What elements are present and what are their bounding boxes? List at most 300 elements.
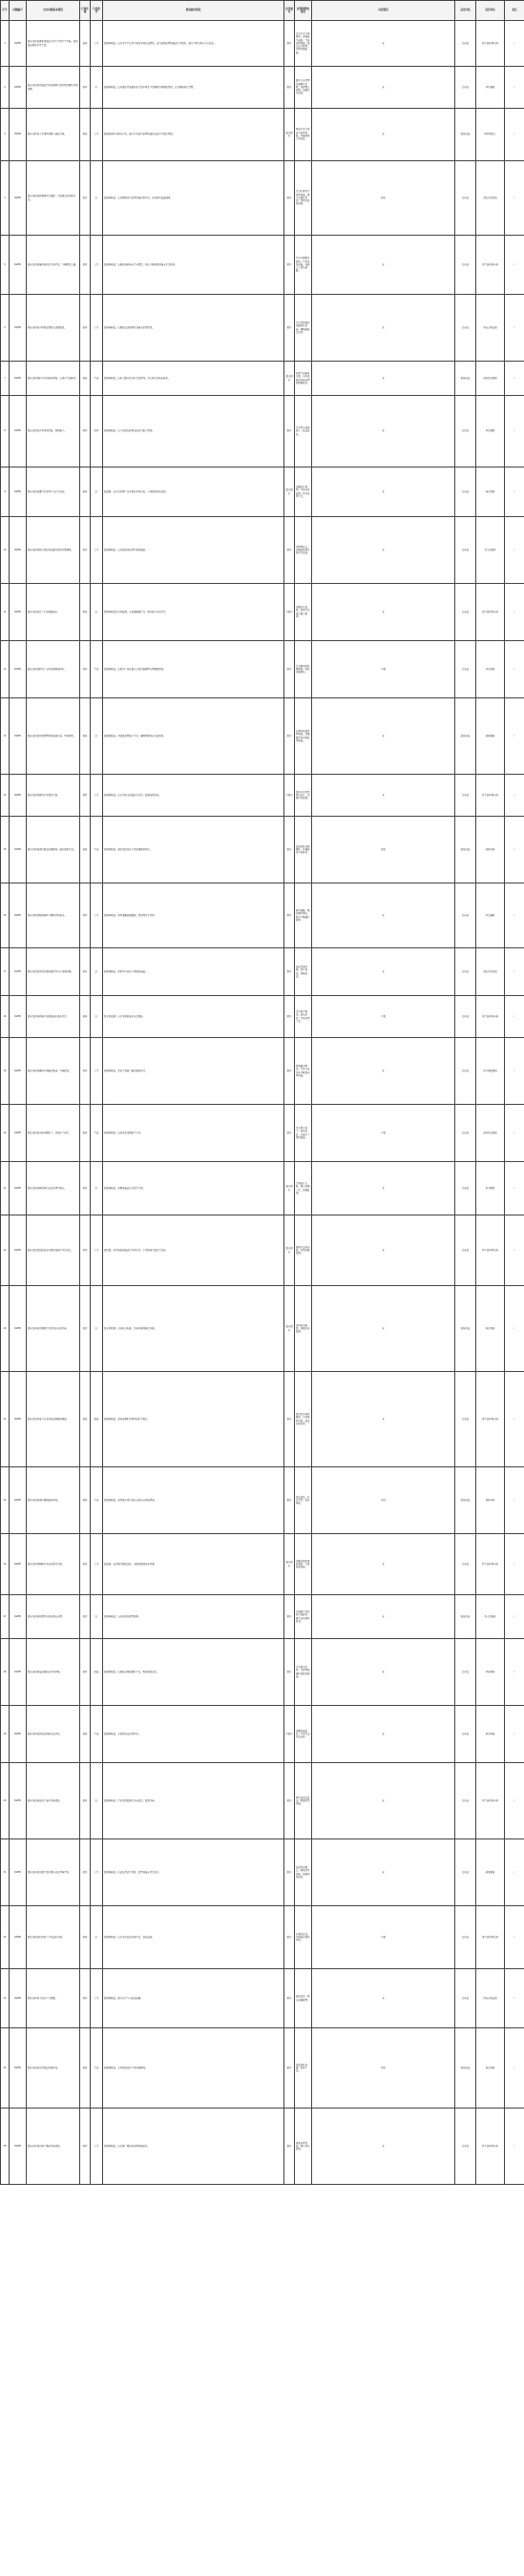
cell-note: / (505, 1372, 524, 1467)
cell-account: 无 (312, 21, 455, 67)
cell-region: 某区 (80, 295, 91, 362)
cell-basic: 群众反映某河道沿岸存在倾倒生活垃圾及建筑垃圾现象。 (27, 67, 80, 109)
cell-basic: 群众反映某砂石厂占用河道堆放砂石。 (27, 641, 80, 698)
cell-region: 某县 (80, 996, 91, 1038)
cell-basic: 群众反映某镇某村附近企业生产时产生异味，影响周边居民正常生活。 (27, 21, 80, 67)
cell-account: 立案 (312, 1906, 455, 1969)
table-row (1, 1286, 524, 1372)
cell-code: D2HB (10, 1969, 27, 2028)
cell-true: 属实 (284, 1839, 295, 1906)
cell-account: 无 (312, 1969, 455, 2028)
cell-status: 经监测，该污水处理厂出水指标基本达标，个别时段存在波动。 (103, 467, 284, 517)
cell-basic: 群众反映某化工企业偷排废水。 (27, 584, 80, 641)
cell-done: 已办结 (455, 295, 476, 362)
cell-true: 属实 (284, 698, 295, 775)
cell-true: 部分属实 (284, 1162, 295, 1215)
cell-done: 已办结 (455, 948, 476, 996)
cell-true: 属实 (284, 1372, 295, 1467)
cell-true: 属实 (284, 295, 295, 362)
cell-true: 属实 (284, 1763, 295, 1839)
cell-type: 大气 (91, 21, 103, 67)
cell-rect: 制定生态修复方案，分阶段推进边坡治理和植被恢复。 (295, 362, 312, 396)
cell-status: 经现场核查，危险废物贮存场所标识不规范。 (103, 1372, 284, 1467)
cell-status: 经现场核查，该水体存在黑臭现象。 (103, 1595, 284, 1639)
cell-region: 某区 (80, 1215, 91, 1286)
cell-unit: 区生态环境分局 (476, 2109, 505, 2185)
cell-type: 水 (91, 161, 103, 236)
cell-region: 某县 (80, 109, 91, 161)
cell-seq: 29 (1, 1706, 10, 1763)
cell-basic: 群众反映某工业园区夜间有刺鼻气味。 (27, 109, 80, 161)
cell-region: 某区 (80, 775, 91, 817)
cell-seq: 1 (1, 21, 10, 67)
cell-account: 无 (312, 948, 455, 996)
cell-true: 部分属实 (284, 1534, 295, 1595)
cell-type: 生态 (91, 2028, 103, 2109)
cell-status: 经现场核查，转运站清运不及时，除臭设施未正常运行。 (103, 1839, 284, 1906)
cell-basic: 群众反映某建材市场露天喷漆，异味扰民。 (27, 1038, 80, 1105)
cell-basic: 群众反映某石材加工企业废水外排。 (27, 1906, 80, 1969)
table-row (1, 1763, 524, 1839)
cell-rect: 依法查处，补办手续，恢复植被。 (295, 1467, 312, 1534)
cell-note: / (505, 1467, 524, 1534)
cell-type: 生态 (91, 362, 103, 396)
cell-type: 生态 (91, 1467, 103, 1534)
cell-note: / (505, 641, 524, 698)
cell-unit: 乡人民政府 (476, 517, 505, 584)
cell-rect: 责令规范经营，完善场地硬化和防渗措施。 (295, 1639, 312, 1706)
cell-region: 某区 (80, 1038, 91, 1105)
cell-true: 属实 (284, 1906, 295, 1969)
cell-code: D2HB (10, 1595, 27, 1639)
cell-type: 大气 (91, 1839, 103, 1906)
cell-region: 某县 (80, 1706, 91, 1763)
cell-basic: 群众反映某矿山开采破坏植被，未进行生态修复。 (27, 362, 80, 396)
table-row (1, 698, 524, 775)
col-header-code: 问题编号 (10, 1, 27, 21)
col-header-account: 问责情况 (312, 1, 455, 21)
table-row (1, 1595, 524, 1639)
cell-seq: 20 (1, 1105, 10, 1162)
cell-code: D2HB (10, 1839, 27, 1906)
cell-status: 经现场核查，消毒设施运行记录不完善。 (103, 1162, 284, 1215)
table-row (1, 641, 524, 698)
cell-status: 经现场核查，该企业除尘设施运行正常，监测结果达标。 (103, 775, 284, 817)
cell-done: 已办结 (455, 641, 476, 698)
cell-type: 水 (91, 467, 103, 517)
cell-basic: 群众反映某垃圾填埋场渗滤液外溢，臭味明显。 (27, 698, 80, 775)
cell-note: / (505, 883, 524, 948)
cell-account: 无 (312, 1286, 455, 1372)
cell-done: 已办结 (455, 517, 476, 584)
cell-type: 固废 (91, 1639, 103, 1706)
cell-account: 无 (312, 396, 455, 467)
cell-account: 无 (312, 236, 455, 295)
cell-status: 经现场核查，该矿山部分区域已完成复绿，仍有部分边坡未修复。 (103, 362, 284, 396)
cell-rect: 清理焚烧点，加强宣传教育和日常巡查。 (295, 517, 312, 584)
cell-account: 无 (312, 1595, 455, 1639)
cell-true: 部分属实 (284, 362, 295, 396)
cell-type: 大气 (91, 1534, 103, 1595)
table-row (1, 817, 524, 883)
cell-seq: 5 (1, 236, 10, 295)
cell-note: / (505, 236, 524, 295)
table-row (1, 584, 524, 641)
col-header-seq: 序号 (1, 1, 10, 21)
cell-region: 某县 (80, 362, 91, 396)
cell-code: D2HB (10, 295, 27, 362)
cell-region: 某县 (80, 2028, 91, 2109)
cell-seq: 32 (1, 1906, 10, 1969)
cell-true: 不属实 (284, 584, 295, 641)
cell-note: / (505, 1215, 524, 1286)
cell-note: / (505, 1038, 524, 1105)
cell-type: 噪声 (91, 396, 103, 467)
cell-seq: 13 (1, 698, 10, 775)
cell-seq: 17 (1, 948, 10, 996)
cell-note: / (505, 295, 524, 362)
cell-rect: 完善运行台账，规范消毒工艺，加强监测。 (295, 1162, 312, 1215)
cell-account: 无 (312, 1215, 455, 1286)
cell-rect: 调节池加盖密闭，配套除臭设施。 (295, 1763, 312, 1839)
cell-region: 某县 (80, 21, 91, 67)
cell-status: 经现场核查，该处存在违规取土行为。 (103, 1105, 284, 1162)
cell-status: 经现场核查，该回收站场地硬化不足，物品堆放杂乱。 (103, 1639, 284, 1706)
cell-account: 无 (312, 2109, 455, 2185)
cell-seq: 18 (1, 996, 10, 1038)
cell-done: 已办结 (455, 1162, 476, 1215)
cell-rect: 加强运行管理，完善在线监测，提升处理工艺。 (295, 467, 312, 517)
cell-type: 水 (91, 996, 103, 1038)
cell-seq: 27 (1, 1595, 10, 1639)
cell-done: 已办结 (455, 1534, 476, 1595)
cell-basic: 群众反映某陶瓷企业窑炉烟气污染。 (27, 1534, 80, 1595)
cell-done: 已办结 (455, 1906, 476, 1969)
cell-region: 某乡 (80, 1595, 91, 1639)
cell-done: 已办结 (455, 1215, 476, 1286)
cell-rect: 责令清洗维护油烟净化设施，调整排放口位置。 (295, 295, 312, 362)
cell-account: 无 (312, 67, 455, 109)
cell-code: D2HB (10, 109, 27, 161)
table-row (1, 67, 524, 109)
cell-code: D2HB (10, 236, 27, 295)
cell-seq: 3 (1, 109, 10, 161)
cell-note: / (505, 1162, 524, 1215)
cell-basic: 群众反映某养殖场粪污直排，污染周边农田和水沟。 (27, 161, 80, 236)
cell-note: / (505, 584, 524, 641)
cell-account: 无 (312, 1706, 455, 1763)
cell-unit: 县自然资源局 (476, 1105, 505, 1162)
cell-unit: 区水务局 (476, 641, 505, 698)
cell-account: 无 (312, 775, 455, 817)
cell-rect: 依法处罚，规范运输管理。 (295, 1969, 312, 2028)
cell-rect: 责令扩建粪污处理设施，规范资源化利用，清理受影响沟渠。 (295, 161, 312, 236)
cell-code: D2HB (10, 2028, 27, 2109)
cell-seq: 31 (1, 1839, 10, 1906)
cell-region: 某区 (80, 1534, 91, 1595)
cell-true: 属实 (284, 948, 295, 996)
cell-account: 无 (312, 295, 455, 362)
cell-note: / (505, 1706, 524, 1763)
cell-code: D2HB (10, 1534, 27, 1595)
col-header-done: 是否办结 (455, 1, 476, 21)
table-row (1, 1215, 524, 1286)
cell-done: 已办结 (455, 883, 476, 948)
cell-seq: 30 (1, 1763, 10, 1839)
cell-account: 立案 (312, 1105, 455, 1162)
cell-true: 属实 (284, 883, 295, 948)
cell-note: / (505, 1969, 524, 2028)
cell-unit: 区交通局 (476, 883, 505, 948)
cell-code: D2HB (10, 517, 27, 584)
col-header-note: 备注 (505, 1, 524, 21)
cell-unit: 县生态环境分局 (476, 996, 505, 1038)
cell-unit: 区综合执法局 (476, 295, 505, 362)
cell-rect: 责令企业立即整改，加强废气收集，完善处理设施，规范运行管理，定期开展监测。 (295, 21, 312, 67)
table-row (1, 1162, 524, 1215)
cell-seq: 24 (1, 1372, 10, 1467)
cell-note: / (505, 109, 524, 161)
cell-code: D2HB (10, 396, 27, 467)
cell-rect: 组织人员清理河道两岸垃圾，设置警示标牌，加强日常巡查。 (295, 67, 312, 109)
cell-done: 已办结 (455, 775, 476, 817)
cell-code: D2HB (10, 467, 27, 517)
table-row (1, 1906, 524, 1969)
cell-basic: 群众反映某企业噪声扰民，夜间施工。 (27, 396, 80, 467)
cell-note: / (505, 517, 524, 584)
cell-done: 阶段办结 (455, 2028, 476, 2109)
cell-done: 已办结 (455, 1038, 476, 1105)
cell-unit: 区住建局 (476, 396, 505, 467)
cell-basic: 群众反映某乡镇生活垃圾转运站臭味严重。 (27, 1839, 80, 1906)
cell-rect: 规范贮存场所建设，完善管理台账，依法转移处置。 (295, 1372, 312, 1467)
cell-region: 某区 (80, 1763, 91, 1839)
cell-region: 某区 (80, 883, 91, 948)
cell-type: 水 (91, 948, 103, 996)
cell-true: 属实 (284, 641, 295, 698)
cell-unit: 区生态环境分局 (476, 1763, 505, 1839)
cell-unit: 县生态环境分局 (476, 584, 505, 641)
cell-done: 已办结 (455, 996, 476, 1038)
cell-basic: 群众反映某汽修厂喷漆异味扰民。 (27, 2109, 80, 2185)
table-row (1, 1706, 524, 1763)
cell-status: 经监测，窑炉烟气排放达标，无组织排放存在问题。 (103, 1534, 284, 1595)
cell-status: 经现场核查，污水处理站调节池未加盖，散发异味。 (103, 1763, 284, 1839)
cell-done: 已办结 (455, 1706, 476, 1763)
table-row (1, 1969, 524, 2028)
cell-true: 属实 (284, 2109, 295, 2185)
cell-type: 大气 (91, 109, 103, 161)
cell-code: D2HB (10, 362, 27, 396)
cell-status: 经现场核查，景区部分项目存在未批先占林地情况。 (103, 1467, 284, 1534)
cell-type: 大气 (91, 236, 103, 295)
cell-note: / (505, 1286, 524, 1372)
cell-note: / (505, 698, 524, 775)
cell-code: D2HB (10, 1906, 27, 1969)
cell-region: 某县 (80, 467, 91, 517)
cell-region: 某乡 (80, 1839, 91, 1906)
cell-account: 无 (312, 1038, 455, 1105)
table-row (1, 1534, 524, 1595)
cell-unit: 区生态环境分局 (476, 775, 505, 817)
cell-done: 阶段办结 (455, 1286, 476, 1372)
cell-status: 经现场核查，部分渣土车未密闭运输。 (103, 1969, 284, 2028)
cell-code: D2HB (10, 1215, 27, 1286)
cell-unit: 县林业局 (476, 1467, 505, 1534)
cell-basic: 群众反映某山体违规取土，造成水土流失。 (27, 1105, 80, 1162)
cell-done: 阶段办结 (455, 698, 476, 775)
cell-unit: 区卫健委 (476, 1162, 505, 1215)
cell-account: 无 (312, 1763, 455, 1839)
cell-seq: 7 (1, 362, 10, 396)
cell-done: 已办结 (455, 467, 476, 517)
cell-done: 已办结 (455, 1839, 476, 1906)
cell-account: 无 (312, 109, 455, 161)
cell-true: 属实 (284, 517, 295, 584)
cell-seq: 8 (1, 396, 10, 467)
cell-note: / (505, 1639, 524, 1706)
cell-rect: 扩建沉淀池，实现废水循环利用。 (295, 1906, 312, 1969)
cell-account: 无 (312, 467, 455, 517)
cell-true: 部分属实 (284, 467, 295, 517)
cell-rect: 修复道路，增加洒水频次，规范车辆通行时间。 (295, 883, 312, 948)
cell-note: / (505, 1763, 524, 1839)
cell-type: 大气 (91, 1038, 103, 1105)
cell-unit: 区生态环境分局 (476, 236, 505, 295)
cell-region: 某县 (80, 698, 91, 775)
cell-rect: 依法拆除违规建筑，开展湿地生态修复。 (295, 817, 312, 883)
table-row (1, 2028, 524, 2109)
table-row (1, 2109, 524, 2185)
cell-account: 无 (312, 362, 455, 396)
cell-status: 经现场核查，该企业沉淀池容量不足，存在溢流。 (103, 1906, 284, 1969)
cell-true: 属实 (284, 396, 295, 467)
cell-type: 大气 (91, 883, 103, 948)
cell-note: / (505, 775, 524, 817)
cell-account: 约谈 (312, 817, 455, 883)
cell-basic: 群众反映某搅拌站粉尘污染严重，车辆带泥上路。 (27, 236, 80, 295)
cell-true: 属实 (284, 1639, 295, 1706)
cell-seq: 15 (1, 817, 10, 883)
cell-done: 阶段办结 (455, 817, 476, 883)
cell-region: 某县 (80, 584, 91, 641)
cell-basic: 群众反映某食品厂废水异味扰民。 (27, 1763, 80, 1839)
cell-seq: 10 (1, 517, 10, 584)
cell-status: 经现场核查，未发现非法采砂作业。 (103, 1706, 284, 1763)
cell-code: D2HB (10, 1105, 27, 1162)
cell-true: 部分属实 (284, 1215, 295, 1286)
cell-note: / (505, 2028, 524, 2109)
cell-status: 经排查园区内相关企业，部分企业废气治理设施存在运行不规范情况。 (103, 109, 284, 161)
cell-unit: 区综合执法局 (476, 1969, 505, 2028)
cell-region: 某区 (80, 396, 91, 467)
cell-done: 已办结 (455, 2109, 476, 2185)
cell-account: 无 (312, 1372, 455, 1467)
cell-status: 经现场核查，渗滤液处理能力不足，暴雨期间存在外溢风险。 (103, 698, 284, 775)
cell-seq: 21 (1, 1162, 10, 1215)
cell-status: 经现场核查，该工地存在夜间未经许可施工情况。 (103, 396, 284, 467)
cell-rect: 提高清运频次，修复除臭设施，加强冲洗消杀。 (295, 1839, 312, 1906)
cell-region: 某县 (80, 817, 91, 883)
cell-true: 属实 (284, 1595, 295, 1639)
cell-unit: 县生态环境分局 (476, 1906, 505, 1969)
cell-account: 无 (312, 1639, 455, 1706)
cell-code: D2HB (10, 584, 27, 641)
cell-basic: 群众反映某铸造企业烟尘污染。 (27, 775, 80, 817)
cell-unit: 园区管委会 (476, 109, 505, 161)
table-row (1, 775, 524, 817)
cell-region: 某乡 (80, 948, 91, 996)
cell-rect: 督促企业完善废气治理设施，开展夜间专项巡查。 (295, 109, 312, 161)
cell-unit: 区市场监管局 (476, 1038, 505, 1105)
cell-unit: 县水务局 (476, 467, 505, 517)
cell-type: 生态 (91, 641, 103, 698)
cell-note: / (505, 1105, 524, 1162)
cell-region: 某县 (80, 1372, 91, 1467)
cell-unit: 县生态环境分局 (476, 21, 505, 67)
cell-type: 生态 (91, 1706, 103, 1763)
cell-true: 部分属实 (284, 1286, 295, 1372)
cell-account: 无 (312, 1534, 455, 1595)
cell-region: 某区 (80, 236, 91, 295)
cell-done: 已办结 (455, 67, 476, 109)
cell-note: / (505, 396, 524, 467)
cell-region: 某乡 (80, 161, 91, 236)
cell-status: 经现场核查，该村周边存在零星焚烧痕迹。 (103, 517, 284, 584)
cell-region: 某区 (80, 1162, 91, 1215)
col-header-type: 污染类型 (91, 1, 103, 21)
cell-rect: 实施截污清淤和生态修复，建立长效管护机制。 (295, 1595, 312, 1639)
cell-rect: 改造老旧管网，加强水质监测。 (295, 1286, 312, 1372)
cell-seq: 22 (1, 1215, 10, 1286)
cell-basic: 群众反映某印染企业排放废水颜色异常。 (27, 996, 80, 1038)
cell-rect: 责令限期清除堆放物，恢复河道原貌。 (295, 641, 312, 698)
cell-done: 阶段办结 (455, 1595, 476, 1639)
cell-basic: 群众反映某医院医疗废水处理不规范。 (27, 1162, 80, 1215)
cell-true: 不属实 (284, 775, 295, 817)
cell-unit: 县农业农村局 (476, 948, 505, 996)
cell-code: D2HB (10, 161, 27, 236)
cell-note: / (505, 2109, 524, 2185)
cell-status: 经现场核查，该搅拌站料场未完全覆盖，进出车辆冲洗设施未正常使用。 (103, 236, 284, 295)
cell-true: 部分属实 (284, 109, 295, 161)
cell-code: D2HB (10, 883, 27, 948)
cell-rect: 责令停产整治，依法处罚，完善处理工艺。 (295, 996, 312, 1038)
cell-note: / (505, 467, 524, 517)
table-row (1, 948, 524, 996)
cell-basic: 群众反映某工地渣土车遗撒。 (27, 1969, 80, 2028)
cell-basic: 群众反映某物流园区车辆噪声和扬尘。 (27, 883, 80, 948)
cell-unit: 县城管局 (476, 1839, 505, 1906)
cell-region: 某县 (80, 1105, 91, 1162)
cell-code: D2HB (10, 996, 27, 1038)
cell-status: 经现场核查，存在个别商户露天喷漆作业。 (103, 1038, 284, 1105)
cell-true: 属实 (284, 1105, 295, 1162)
cell-done: 已办结 (455, 1763, 476, 1839)
cell-type: 水 (91, 1763, 103, 1839)
cell-unit: 县自然资源局 (476, 362, 505, 396)
cell-note: / (505, 1595, 524, 1639)
cell-true: 属实 (284, 1969, 295, 2028)
cell-seq: 25 (1, 1467, 10, 1534)
cell-account: 无 (312, 584, 455, 641)
cell-seq: 34 (1, 2028, 10, 2109)
cell-type: 水 (91, 1162, 103, 1215)
cell-unit: 区生态环境分局 (476, 1534, 505, 1595)
cell-unit: 县生态环境分局 (476, 1372, 505, 1467)
cell-region: 某区 (80, 641, 91, 698)
cell-account: 约谈 (312, 161, 455, 236)
